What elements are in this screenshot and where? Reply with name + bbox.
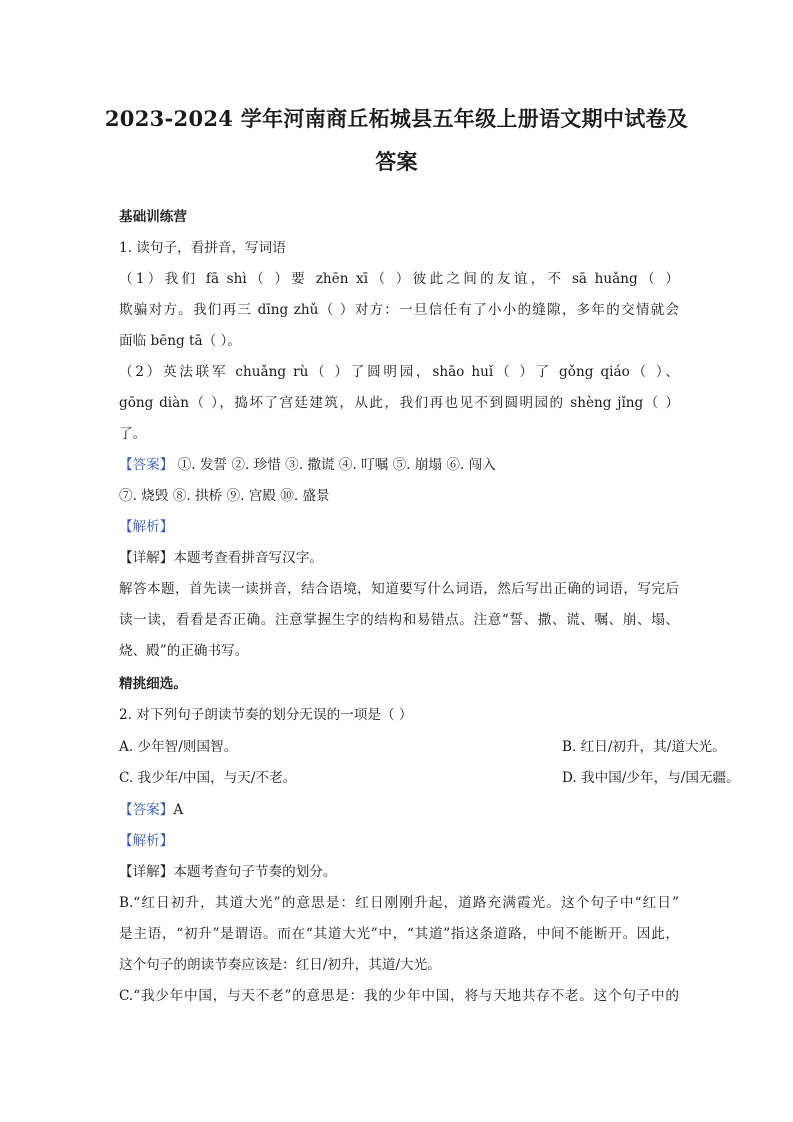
page-title-line-2: 答案	[375, 149, 418, 174]
question-2-b-explanation-line-3: 这个句子的朗读节奏应该是：红日/初升，其道/大光。	[119, 957, 441, 973]
question-1-answer-line-1	[119, 455, 679, 475]
section-heading-select: 精挑细选。	[119, 676, 187, 692]
section-heading-basic: 基础训练营	[119, 209, 187, 225]
question-1-answer-line-2: ⑦. 烧毁 ⑧. 拱桥 ⑨. 宫殿 ⑩. 盛景	[119, 488, 330, 504]
question-1-analysis-tag: 【解析】	[119, 519, 174, 535]
question-1-explanation-line-1: 解答本题，首先读一读拼音，结合语境，知道要写什么词语，然后写出正确的词语，写完后	[119, 581, 679, 597]
question-2-c-explanation-line-1: C.“我少年中国，与天不老”的意思是：我的少年中国，将与天地共存不老。这个句子中的	[119, 988, 679, 1004]
option-a: A. 少年智/则国智。	[119, 739, 238, 755]
question-1-explanation-line-2: 读一读，看看是否正确。注意掌握生字的结构和易错点。注意“誓、撒、谎、嘱、崩、塌、	[119, 612, 679, 628]
question-1-part-1-line-1: （1）我们 fā shì（ ）要 zhēn xī（ ）彼此之间的友谊，不 sā huǎng（ ）	[119, 271, 679, 287]
option-d: D. 我中国/少年，与/国无疆。	[562, 770, 740, 786]
question-2-options-row-2	[119, 768, 740, 788]
question-2-options-row-1	[119, 737, 726, 757]
question-2-detail: 【详解】本题考查句子节奏的划分。	[119, 864, 337, 880]
option-b: B. 红日/初升，其/道大光。	[562, 739, 726, 755]
page-title-line-1: 2023-2024 学年河南商丘柘城县五年级上册语文期中试卷及	[104, 106, 689, 131]
question-1-detail: 【详解】本题考查看拼音写汉字。	[119, 550, 323, 566]
question-1-part-2-line-2: gōng diàn（ ），捣坏了宫廷建筑，从此，我们再也见不到圆明园的 shèng jǐng（ ）	[119, 395, 679, 411]
question-1-part-1-line-2: 欺骗对方。我们再三 dīng zhǔ（ ）对方：一旦信任有了小小的缝隙，多年的交情就会	[119, 302, 679, 318]
answer-values: ①. 发誓 ②. 珍惜 ③. 撒谎 ④. 叮嘱 ⑤. 崩塌 ⑥. 闯入	[173, 457, 496, 473]
question-1-part-2-line-1: （2）英法联军 chuǎng rù（ ）了圆明园，shāo huǐ（ ）了 gǒng qiáo（ ）、	[119, 364, 679, 380]
answer-tag: 【答案】	[119, 802, 174, 818]
question-1-explanation-line-3: 烧、殿”的正确书写。	[119, 643, 249, 659]
question-2-analysis-tag: 【解析】	[119, 833, 174, 849]
question-1-prompt: 1. 读句子，看拼音，写词语	[119, 240, 286, 256]
question-2-b-explanation-line-2: 是主语，“初升”是谓语。而在“其道大光”中，“其道”指这条道路，中间不能断开。因此，	[119, 926, 679, 942]
option-c: C. 我少年/中国，与天/不老。	[119, 770, 297, 786]
question-2-answer	[119, 800, 679, 820]
question-2-b-explanation-line-1: B.“红日初升，其道大光”的意思是：红日刚刚升起，道路充满霞光。这个句子中“红日”	[119, 895, 679, 911]
question-1-part-1-line-3: 面临 bēng tā（ ）。	[119, 333, 241, 349]
answer-tag: 【答案】	[119, 457, 174, 473]
question-2-prompt: 2. 对下列句子朗读节奏的划分无误的一项是（ ）	[119, 707, 413, 723]
answer-value: A	[173, 802, 184, 818]
question-1-part-2-line-3: 了。	[119, 426, 147, 442]
